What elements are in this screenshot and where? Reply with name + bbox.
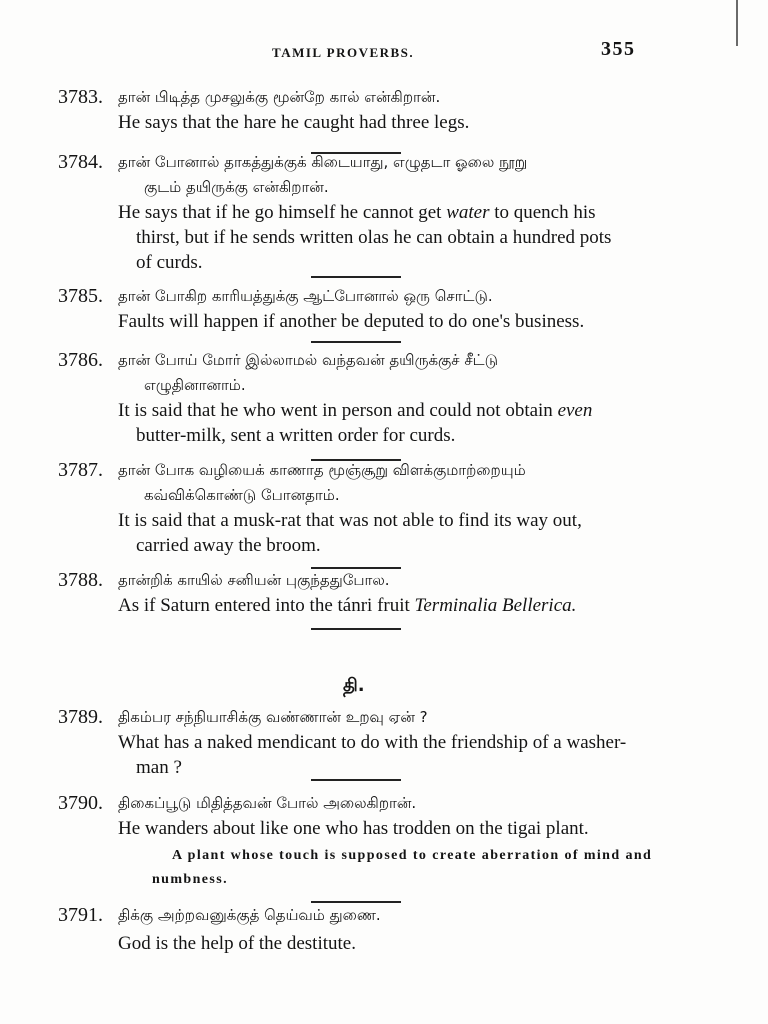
proverb-translation-line: He says that the hare he caught had three legs.	[118, 112, 470, 133]
proverb-number: 3784.	[58, 151, 103, 173]
italic-term: water	[446, 202, 490, 223]
proverb-translation-line: God is the help of the destitute.	[118, 933, 356, 954]
proverb-tamil-line: தான் போய் மோர் இல்லாமல் வந்தவன் தயிருக்குச் சீட்டு	[118, 351, 499, 369]
proverb-tamil-line: திக்கு அற்றவனுக்குத் தெய்வம் துணை.	[118, 906, 381, 924]
proverb-translation-line: He wanders about like one who has trodden on the tigai plant.	[118, 818, 589, 839]
proverb-translation-line: butter-milk, sent a written order for curds.	[136, 425, 456, 446]
proverb-translation-line: Faults will happen if another be deputed to do one's business.	[118, 311, 585, 332]
running-title: TAMIL PROVERBS.	[272, 45, 415, 60]
proverb-number: 3789.	[58, 706, 103, 728]
entry-divider	[311, 276, 401, 278]
proverb-tamil-line: தான் போக வழியைக் காணாத மூஞ்சூறு விளக்குமாற்றையும்	[118, 461, 526, 479]
italic-term: Terminalia Bellerica.	[414, 595, 577, 616]
proverb-tamil-line: தான்றிக் காயில் சனியன் புகுந்ததுபோல.	[118, 571, 390, 589]
proverb-translation-line: of curds.	[136, 252, 203, 273]
proverb-translation-line: What has a naked mendicant to do with the friendship of a washer-	[118, 732, 627, 753]
translation-text: to quench his	[489, 202, 596, 223]
proverb-entry	[58, 705, 718, 780]
proverb-number: 3783.	[58, 86, 103, 108]
proverb-number: 3791.	[58, 904, 103, 926]
proverb-entry	[58, 903, 718, 956]
proverb-tamil-line: திகைப்பூடு மிதித்தவன் போல் அலைகிறான்.	[118, 794, 417, 812]
section-heading: தி.	[343, 675, 365, 696]
translation-text: As if Saturn entered into the tánri fruit	[118, 595, 415, 616]
proverb-tamil-line: திகம்பர சந்நியாசிக்கு வண்ணான் உறவு ஏன் ?	[118, 708, 428, 726]
proverb-entry	[58, 150, 718, 275]
proverb-entry	[58, 568, 718, 618]
proverb-translation-line: man ?	[136, 757, 182, 778]
italic-term: even	[557, 400, 593, 421]
page-number: 355	[601, 38, 636, 60]
proverb-number: 3787.	[58, 459, 103, 481]
proverb-translation-line	[118, 398, 718, 423]
proverb-entry	[58, 348, 718, 448]
proverb-tamil-line: எழுதினானாம்.	[144, 376, 246, 394]
proverb-tamil-line: தான் போகிற காரியத்துக்கு ஆட்போனால் ஒரு சொட்டு.	[118, 287, 493, 305]
proverb-tamil-line: தான் போனால் தாகத்துக்குக் கிடையாது, எழுதடா ஓலை நூறு	[118, 153, 528, 171]
proverb-translation-line	[118, 200, 718, 225]
proverb-footnote-line: A plant whose touch is supposed to create aberration of mind and	[172, 848, 653, 863]
proverb-entry	[58, 791, 718, 892]
proverb-translation-line: It is said that a musk-rat that was not able to find its way out,	[118, 510, 582, 531]
entry-divider	[311, 341, 401, 343]
proverb-tamil-line: தான் பிடித்த முசலுக்கு மூன்றே கால் என்கிறான்.	[118, 88, 441, 106]
translation-text: He says that if he go himself he cannot get	[118, 202, 447, 223]
proverb-number: 3785.	[58, 285, 103, 307]
entry-divider	[311, 628, 401, 630]
proverb-number: 3788.	[58, 569, 103, 591]
translation-text: It is said that he who went in person and could not obtain	[118, 400, 558, 421]
proverb-tamil-line: கவ்விக்கொண்டு போனதாம்.	[144, 486, 340, 504]
page-edge	[736, 0, 738, 46]
proverb-number: 3790.	[58, 792, 103, 814]
proverb-number: 3786.	[58, 349, 103, 371]
proverb-translation-line: thirst, but if he sends written olas he can obtain a hundred pots	[136, 227, 612, 248]
proverb-entry	[58, 458, 718, 558]
proverb-translation-line: carried away the broom.	[136, 535, 321, 556]
proverb-footnote-line: numbness.	[152, 872, 229, 887]
proverb-entry	[58, 85, 718, 135]
proverb-tamil-line: குடம் தயிருக்கு என்கிறான்.	[144, 178, 329, 196]
proverb-entry	[58, 284, 718, 334]
entry-divider	[311, 779, 401, 781]
proverb-translation-line	[118, 593, 718, 618]
